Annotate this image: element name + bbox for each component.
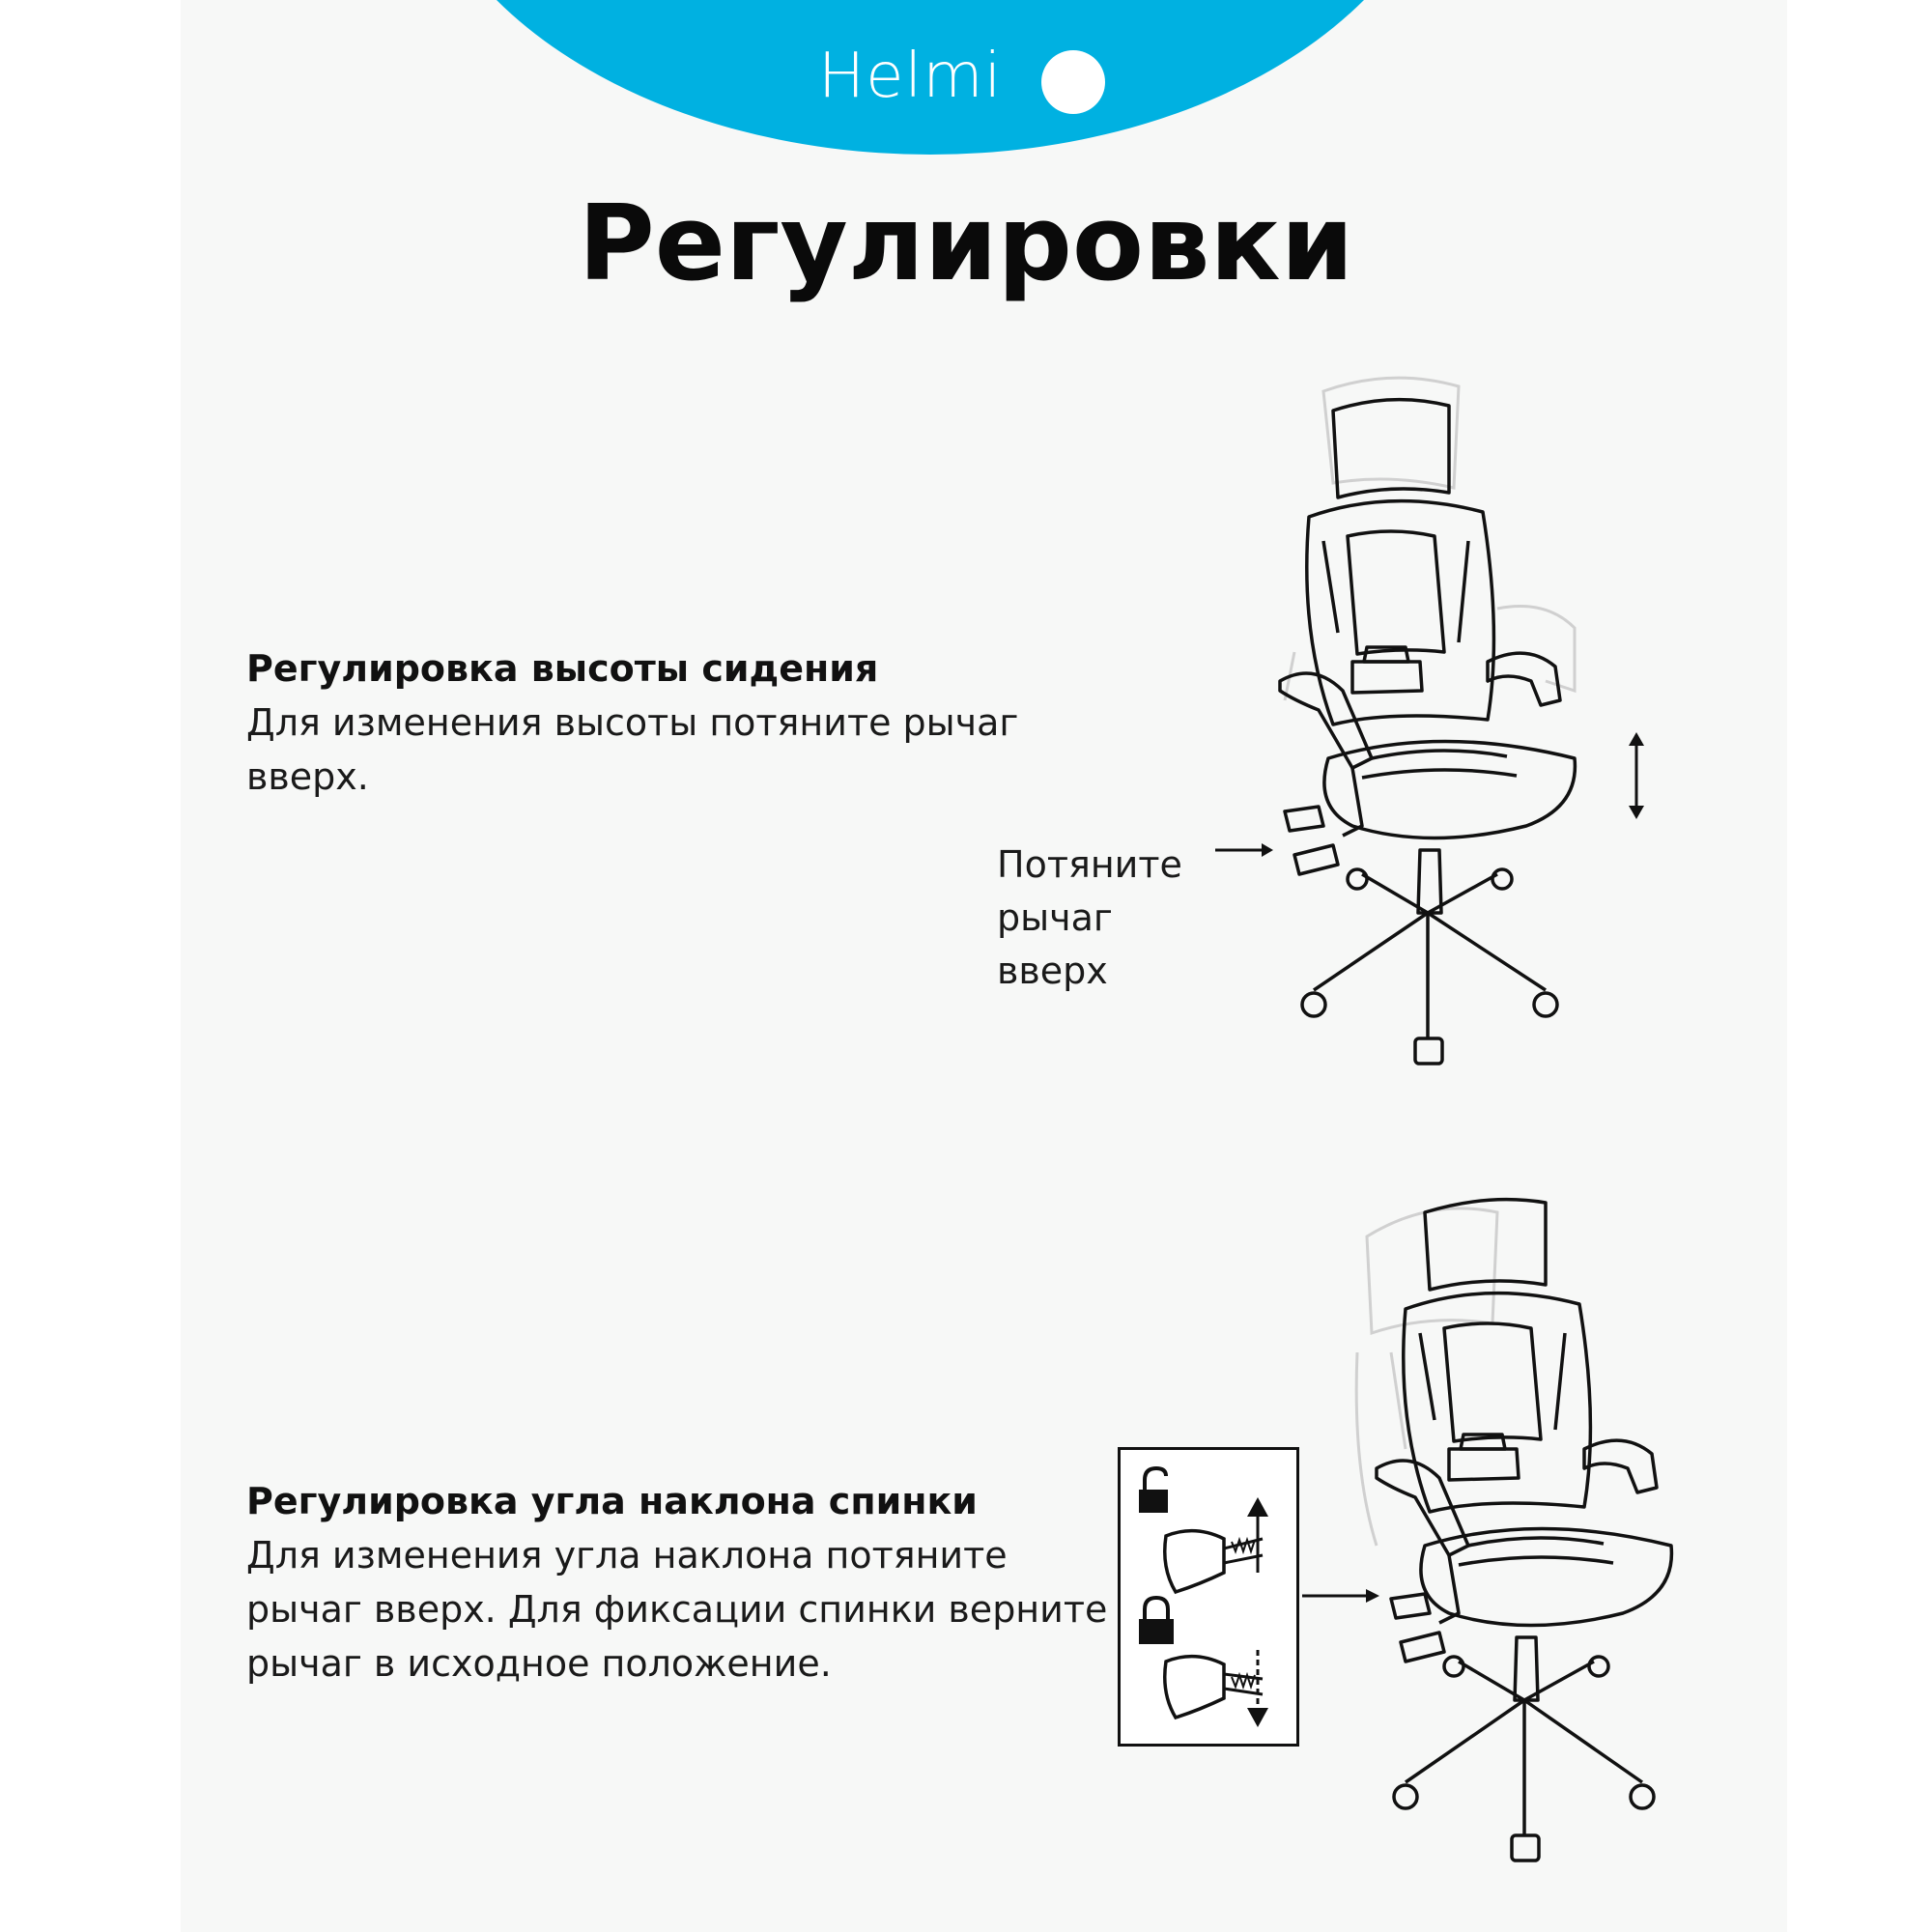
chair-height-illustration — [1256, 372, 1623, 1087]
pull-lever-callout — [997, 838, 1182, 998]
page-title: Регулировки — [578, 184, 1354, 304]
section-height-text — [246, 696, 1018, 804]
double-arrow-icon — [1625, 732, 1648, 819]
callout-line: Потяните — [997, 843, 1182, 886]
section-tilt-text — [246, 1528, 1107, 1690]
section-height-text-line: вверх. — [246, 755, 369, 798]
callout-line: вверх — [997, 950, 1108, 992]
section-height-heading: Регулировка высоты сидения — [246, 647, 879, 690]
callout-line: рычаг — [997, 896, 1113, 939]
lever-lock-inset — [1118, 1447, 1299, 1747]
chair-tilt-illustration — [1352, 1179, 1710, 1874]
section-height-text-line: Для изменения высоты потяните рычаг — [246, 701, 1019, 744]
section-tilt-text-line: рычаг вверх. Для фиксации спинки верните — [246, 1588, 1108, 1631]
section-tilt-heading: Регулировка угла наклона спинки — [246, 1480, 978, 1522]
brand-logo-text: Helmi — [818, 41, 1003, 112]
brand-logo-dot-icon — [1041, 50, 1105, 114]
section-tilt-text-line: рычаг в исходное положение. — [246, 1642, 832, 1685]
section-tilt-text-line: Для изменения угла наклона потяните — [246, 1534, 1008, 1577]
